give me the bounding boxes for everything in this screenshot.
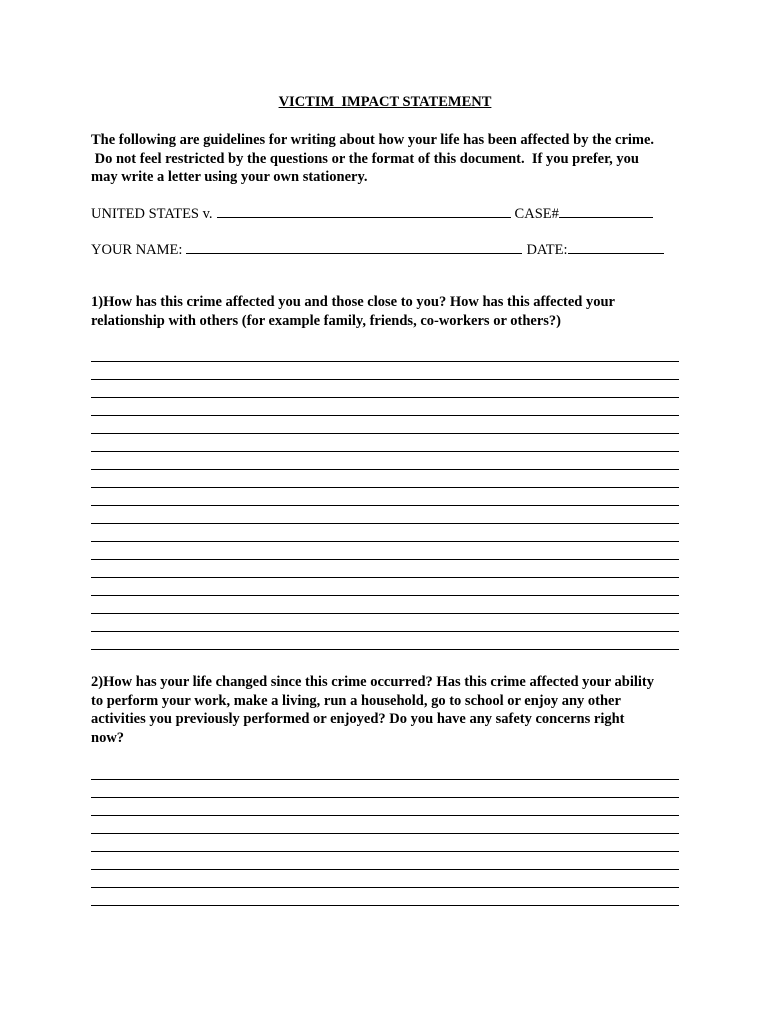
answer-line[interactable] (91, 469, 679, 470)
answer-line[interactable] (91, 613, 679, 614)
answer-line[interactable] (91, 415, 679, 416)
answer-line[interactable] (91, 397, 679, 398)
case-number-label: CASE# (514, 206, 559, 222)
question-line: 1)How has this crime affected you and those close to you? How has this affected your (91, 294, 615, 310)
name-row (91, 240, 668, 259)
intro-line: may write a letter using your own stationery. (91, 169, 368, 185)
answer-line[interactable] (91, 887, 679, 888)
answer-line[interactable] (91, 797, 679, 798)
answer-line[interactable] (91, 833, 679, 834)
date-label: DATE: (526, 242, 568, 258)
question-2 (91, 673, 691, 747)
answer-line[interactable] (91, 649, 679, 650)
answer-line[interactable] (91, 577, 679, 578)
page-title: VICTIM IMPACT STATEMENT (278, 94, 492, 110)
answer-line[interactable] (91, 905, 679, 906)
question-line: now? (91, 729, 125, 746)
answer-line[interactable] (91, 379, 679, 380)
answer-line[interactable] (91, 451, 679, 452)
defendant-name-field[interactable] (217, 204, 511, 218)
question-line: to perform your work, make a living, run a household, go to school or enjoy any other (91, 692, 621, 709)
answer-line[interactable] (91, 815, 679, 816)
case-number-field[interactable] (559, 204, 653, 218)
your-name-field[interactable] (186, 240, 522, 254)
case-row (91, 204, 657, 223)
your-name-label: YOUR NAME: (91, 242, 183, 258)
answer-line[interactable] (91, 505, 679, 506)
answer-line[interactable] (91, 487, 679, 488)
united-states-label: UNITED STATES v. (91, 206, 213, 222)
answer-line[interactable] (91, 523, 679, 524)
answer-line[interactable] (91, 541, 679, 542)
intro-line: The following are guidelines for writing about how your life has been affected by the crime. (91, 132, 655, 148)
answer-line[interactable] (91, 631, 679, 632)
intro-line: Do not feel restricted by the questions or the format of this document. If you prefer, you (91, 150, 639, 167)
question-1 (91, 293, 691, 330)
answer-line[interactable] (91, 433, 679, 434)
answer-line[interactable] (91, 869, 679, 870)
question-line: activities you previously performed or enjoyed? Do you have any safety concerns right (91, 711, 625, 727)
answer-line[interactable] (91, 595, 679, 596)
question-line: 2)How has your life changed since this crime occurred? Has this crime affected your ability (91, 674, 655, 690)
answer-line[interactable] (91, 779, 679, 780)
answer-line[interactable] (91, 851, 679, 852)
question-line: relationship with others (for example family, friends, co-workers or others?) (91, 312, 561, 329)
answer-line[interactable] (91, 361, 679, 362)
date-field[interactable] (568, 240, 664, 254)
intro-guidelines (91, 131, 691, 187)
answer-line[interactable] (91, 559, 679, 560)
